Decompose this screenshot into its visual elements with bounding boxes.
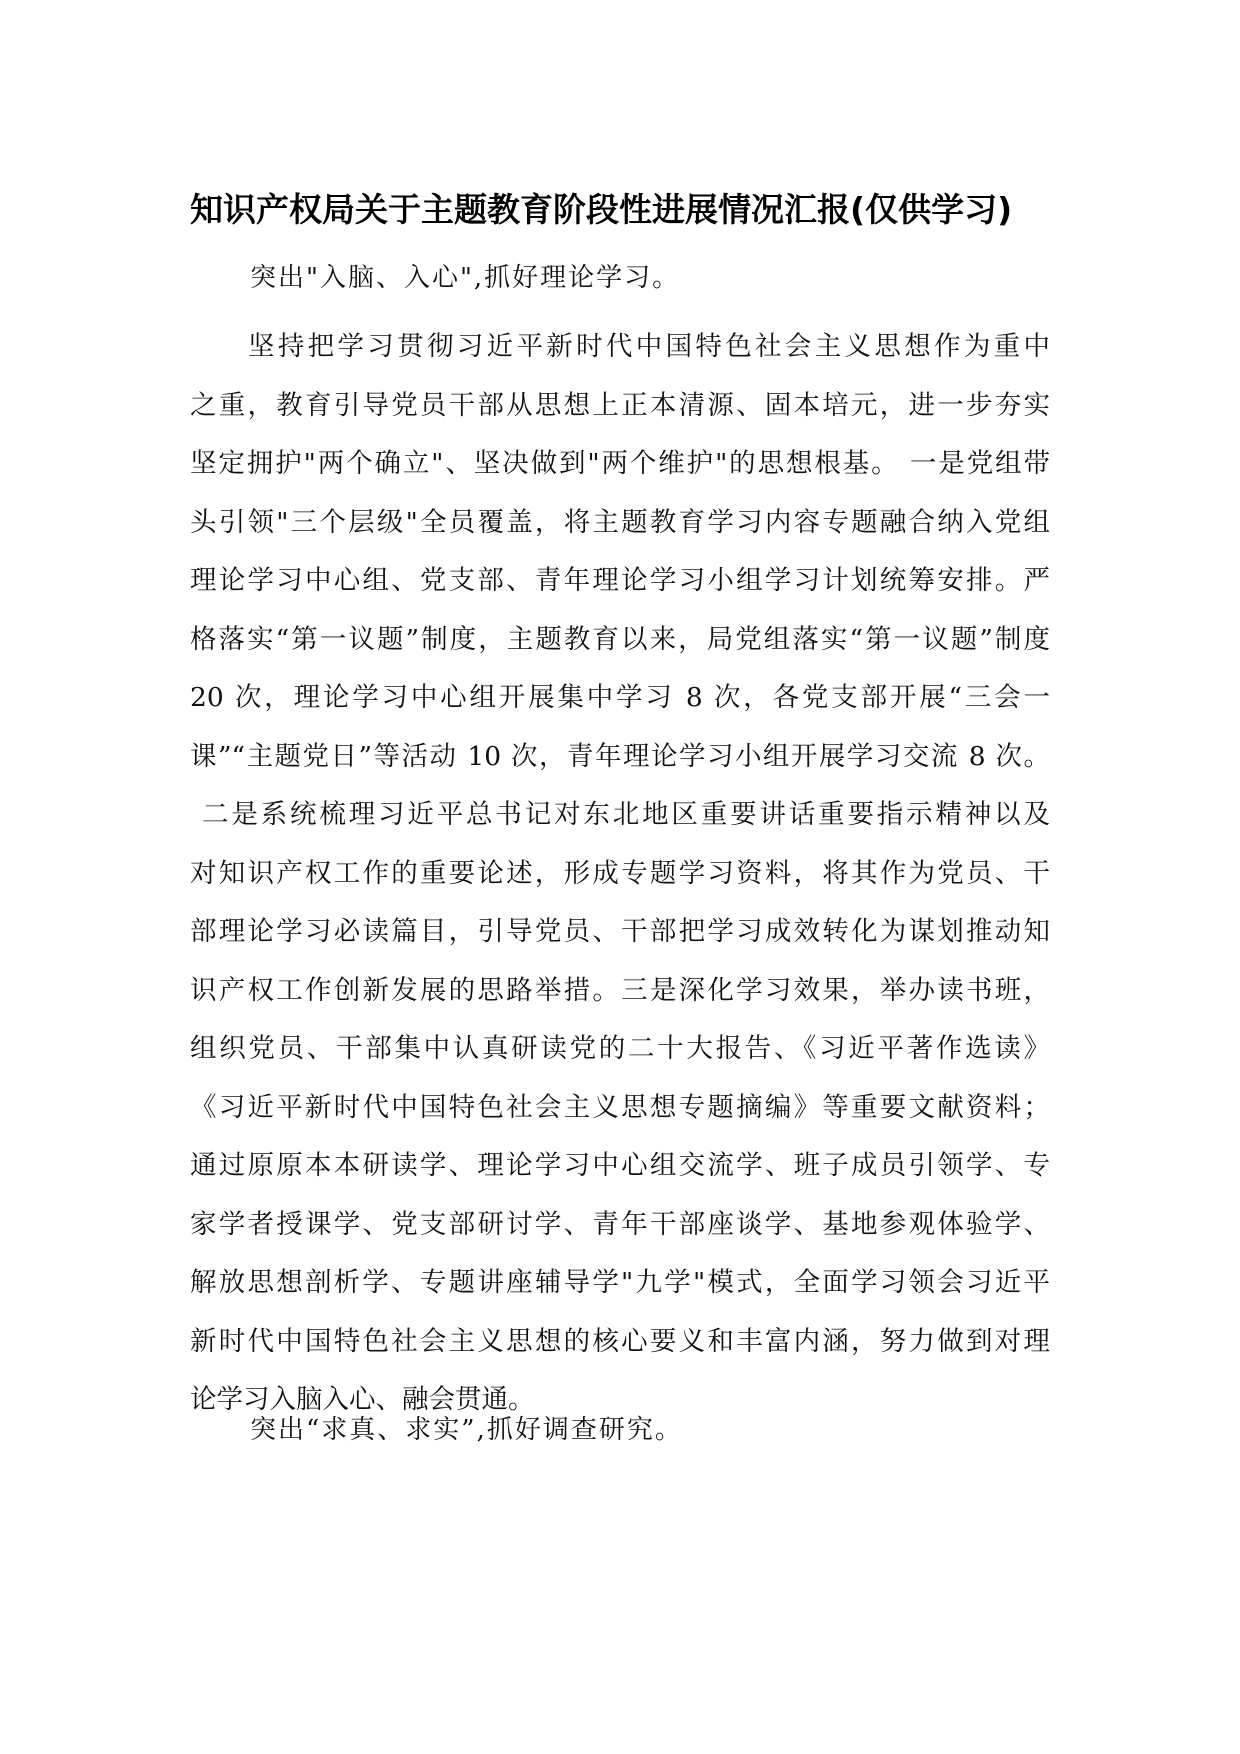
paragraph-line: 理论学习中心组、党支部、青年理论学习小组学习计划统筹安排。严 [190, 565, 1050, 596]
paragraph-line: 新时代中国特色社会主义思想的核心要义和丰富内涵，努力做到对理 [190, 1325, 1050, 1357]
paragraph-line: 坚定拥护"两个确立"、坚决做到"两个维护"的思想根基。 一是党组带 [190, 448, 1050, 479]
body-paragraph [190, 318, 1050, 1430]
section-heading-research: 突出“求真、求实”,抓好调查研究。 [250, 1415, 683, 1445]
paragraph-line: 对知识产权工作的重要论述，形成专题学习资料，将其作为党员、干 [190, 857, 1050, 889]
paragraph-line: 20 次，理论学习中心组开展集中学习 8 次，各党支部开展“三会一 [190, 682, 1050, 713]
paragraph-line: 《习近平新时代中国特色社会主义思想专题摘编》等重要文献资料； [190, 1091, 1050, 1123]
paragraph-line: 家学者授课学、党支部研讨学、青年干部座谈学、基地参观体验学、 [190, 1208, 1050, 1240]
paragraph-line: 组织党员、干部集中认真研读党的二十大报告、《习近平著作选读》 [190, 1033, 1050, 1064]
paragraph-line: 课”“主题党日”等活动 10 次，青年理论学习小组开展学习交流 8 次。 [190, 740, 1050, 772]
paragraph-line: 头引领"三个层级"全员覆盖，将主题教育学习内容专题融合纳入党组 [190, 506, 1050, 538]
document-title: 知识产权局关于主题教育阶段性进展情况汇报(仅供学习) [190, 190, 1013, 229]
paragraph-line: 通过原原本本研读学、理论学习中心组交流学、班子成员引领学、专 [190, 1150, 1050, 1181]
section-heading-theory-study: 突出"入脑、入心",抓好理论学习。 [250, 263, 681, 293]
paragraph-line: 坚持把学习贯彻习近平新时代中国特色社会主义思想作为重中 [248, 331, 1050, 362]
paragraph-line: 格落实“第一议题”制度，主题教育以来，局党组落实“第一议题”制度 [190, 623, 1050, 655]
paragraph-line: 解放思想剖析学、专题讲座辅导学"九学"模式，全面学习领会习近平 [190, 1267, 1050, 1298]
paragraph-line: 论学习入脑入心、融会贯通。 [190, 1384, 535, 1415]
paragraph-line: 识产权工作创新发展的思路举措。三是深化学习效果，举办读书班， [190, 974, 1050, 1006]
paragraph-line: 之重，教育引导党员干部从思想上正本清源、固本培元，进一步夯实 [190, 389, 1050, 421]
paragraph-line: 二是系统梳理习近平总书记对东北地区重要讲话重要指示精神以及 [202, 799, 1050, 830]
paragraph-line: 部理论学习必读篇目，引导党员、干部把学习成效转化为谋划推动知 [190, 916, 1050, 947]
